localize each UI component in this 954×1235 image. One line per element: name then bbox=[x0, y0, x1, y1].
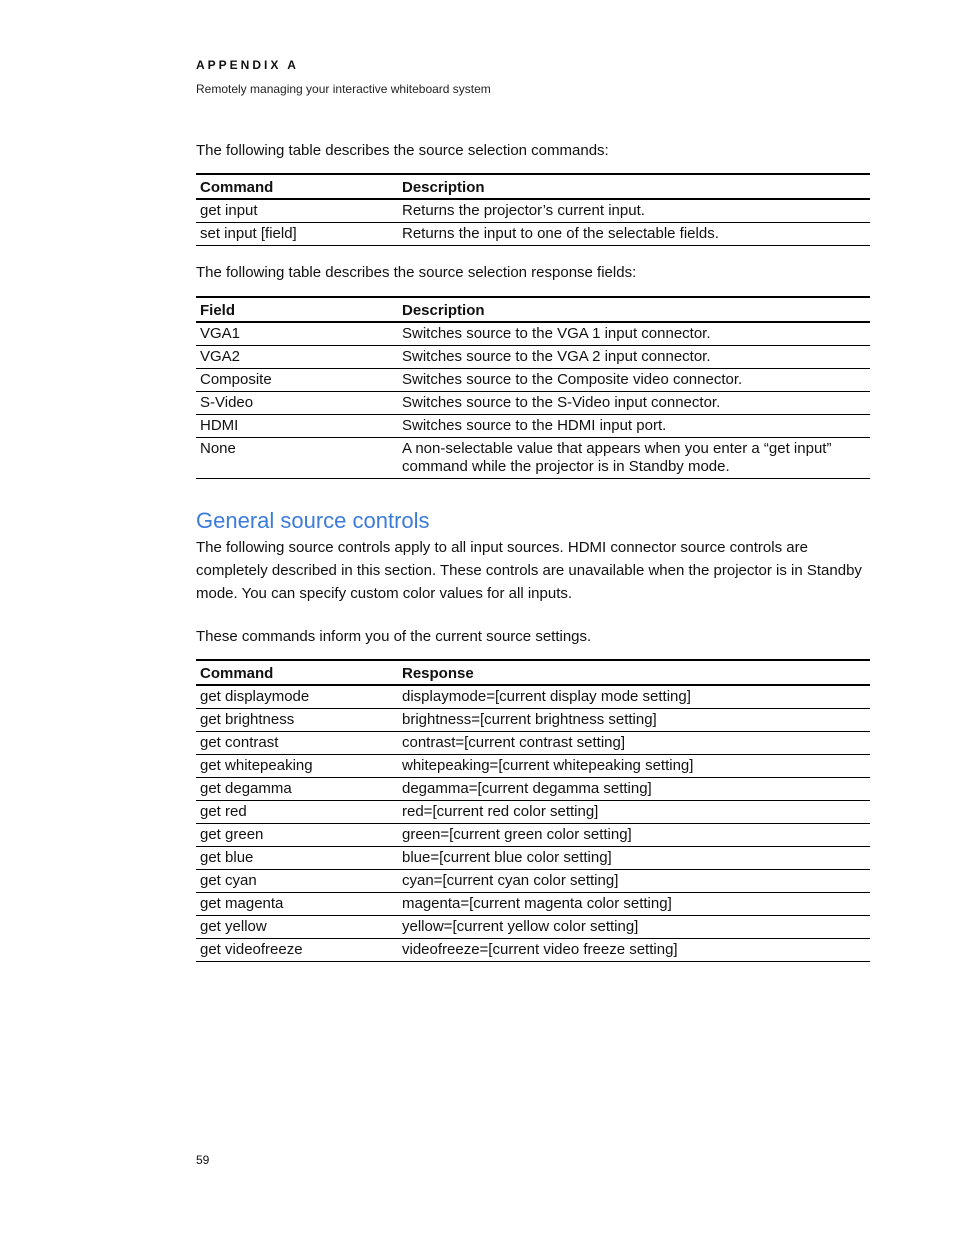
table-cell: None bbox=[196, 438, 398, 479]
table-row bbox=[196, 369, 870, 392]
table-cell: VGA1 bbox=[196, 322, 398, 346]
table-cell: get yellow bbox=[196, 916, 398, 939]
table-row bbox=[196, 392, 870, 415]
table-row bbox=[196, 755, 870, 778]
table-row bbox=[196, 685, 870, 709]
table-row bbox=[196, 732, 870, 755]
table-cell: whitepeaking=[current whitepeaking setting] bbox=[398, 755, 870, 778]
table1-intro: The following table describes the source selection commands: bbox=[196, 142, 609, 159]
table-cell: get brightness bbox=[196, 709, 398, 732]
column-header: Description bbox=[398, 297, 870, 322]
table-cell: cyan=[current cyan color setting] bbox=[398, 870, 870, 893]
table-cell: get magenta bbox=[196, 893, 398, 916]
table-cell: Switches source to the Composite video connector. bbox=[398, 369, 870, 392]
table-cell: yellow=[current yellow color setting] bbox=[398, 916, 870, 939]
table-cell: Switches source to the VGA 1 input connector. bbox=[398, 322, 870, 346]
table-cell: get green bbox=[196, 824, 398, 847]
table-row bbox=[196, 438, 870, 479]
table-row bbox=[196, 709, 870, 732]
table-cell: Returns the projector’s current input. bbox=[398, 199, 870, 223]
table-row bbox=[196, 415, 870, 438]
table-row bbox=[196, 322, 870, 346]
table-cell: get blue bbox=[196, 847, 398, 870]
table-cell: HDMI bbox=[196, 415, 398, 438]
table-cell: VGA2 bbox=[196, 346, 398, 369]
table-cell: contrast=[current contrast setting] bbox=[398, 732, 870, 755]
table-header-row bbox=[196, 174, 870, 199]
table-cell: get videofreeze bbox=[196, 939, 398, 962]
table-cell: A non-selectable value that appears when you enter a “get input” command while the projector is in Standby mode. bbox=[398, 438, 870, 479]
source-selection-fields-table bbox=[196, 296, 870, 479]
table3-intro: These commands inform you of the current source settings. bbox=[196, 628, 592, 645]
chapter-subtitle: Remotely managing your interactive whiteboard system bbox=[196, 82, 491, 96]
table-cell: get degamma bbox=[196, 778, 398, 801]
appendix-label: APPENDIX A bbox=[196, 58, 299, 72]
table-cell: set input [field] bbox=[196, 223, 398, 246]
table-cell: brightness=[current brightness setting] bbox=[398, 709, 870, 732]
source-selection-commands-table bbox=[196, 173, 870, 246]
column-header: Command bbox=[196, 174, 398, 199]
source-settings-commands-table bbox=[196, 659, 870, 962]
table-header-row bbox=[196, 297, 870, 322]
column-header: Response bbox=[398, 660, 870, 685]
table-cell: get cyan bbox=[196, 870, 398, 893]
table-cell: red=[current red color setting] bbox=[398, 801, 870, 824]
table-cell: degamma=[current degamma setting] bbox=[398, 778, 870, 801]
table-cell: get displaymode bbox=[196, 685, 398, 709]
table-row bbox=[196, 870, 870, 893]
table2-intro: The following table describes the source selection response fields: bbox=[196, 264, 637, 281]
table-cell: S-Video bbox=[196, 392, 398, 415]
table-row bbox=[196, 847, 870, 870]
table-cell: get red bbox=[196, 801, 398, 824]
table-cell: Composite bbox=[196, 369, 398, 392]
table-cell: blue=[current blue color setting] bbox=[398, 847, 870, 870]
table-row bbox=[196, 199, 870, 223]
table-row bbox=[196, 346, 870, 369]
page-number: 59 bbox=[196, 1153, 210, 1167]
section-heading: General source controls bbox=[196, 508, 430, 533]
table-row bbox=[196, 939, 870, 962]
table-header-row bbox=[196, 660, 870, 685]
table-cell: green=[current green color setting] bbox=[398, 824, 870, 847]
table-row bbox=[196, 916, 870, 939]
table-cell: get whitepeaking bbox=[196, 755, 398, 778]
table-row bbox=[196, 893, 870, 916]
table-cell: videofreeze=[current video freeze setting] bbox=[398, 939, 870, 962]
table-cell: get contrast bbox=[196, 732, 398, 755]
table-cell: magenta=[current magenta color setting] bbox=[398, 893, 870, 916]
table-cell: Switches source to the S-Video input connector. bbox=[398, 392, 870, 415]
column-header: Command bbox=[196, 660, 398, 685]
column-header: Field bbox=[196, 297, 398, 322]
table-row bbox=[196, 801, 870, 824]
section-paragraph: The following source controls apply to all input sources. HDMI connector source controls are completely described in this section. These controls are unavailable when the projector is in Standby mode. You can specify custom color values for all inputs. bbox=[196, 539, 862, 602]
table-row bbox=[196, 824, 870, 847]
table-cell: get input bbox=[196, 199, 398, 223]
table-cell: Switches source to the VGA 2 input connector. bbox=[398, 346, 870, 369]
table-cell: displaymode=[current display mode setting] bbox=[398, 685, 870, 709]
table-cell: Returns the input to one of the selectable fields. bbox=[398, 223, 870, 246]
table-row bbox=[196, 778, 870, 801]
table-row bbox=[196, 223, 870, 246]
column-header: Description bbox=[398, 174, 870, 199]
table-cell: Switches source to the HDMI input port. bbox=[398, 415, 870, 438]
